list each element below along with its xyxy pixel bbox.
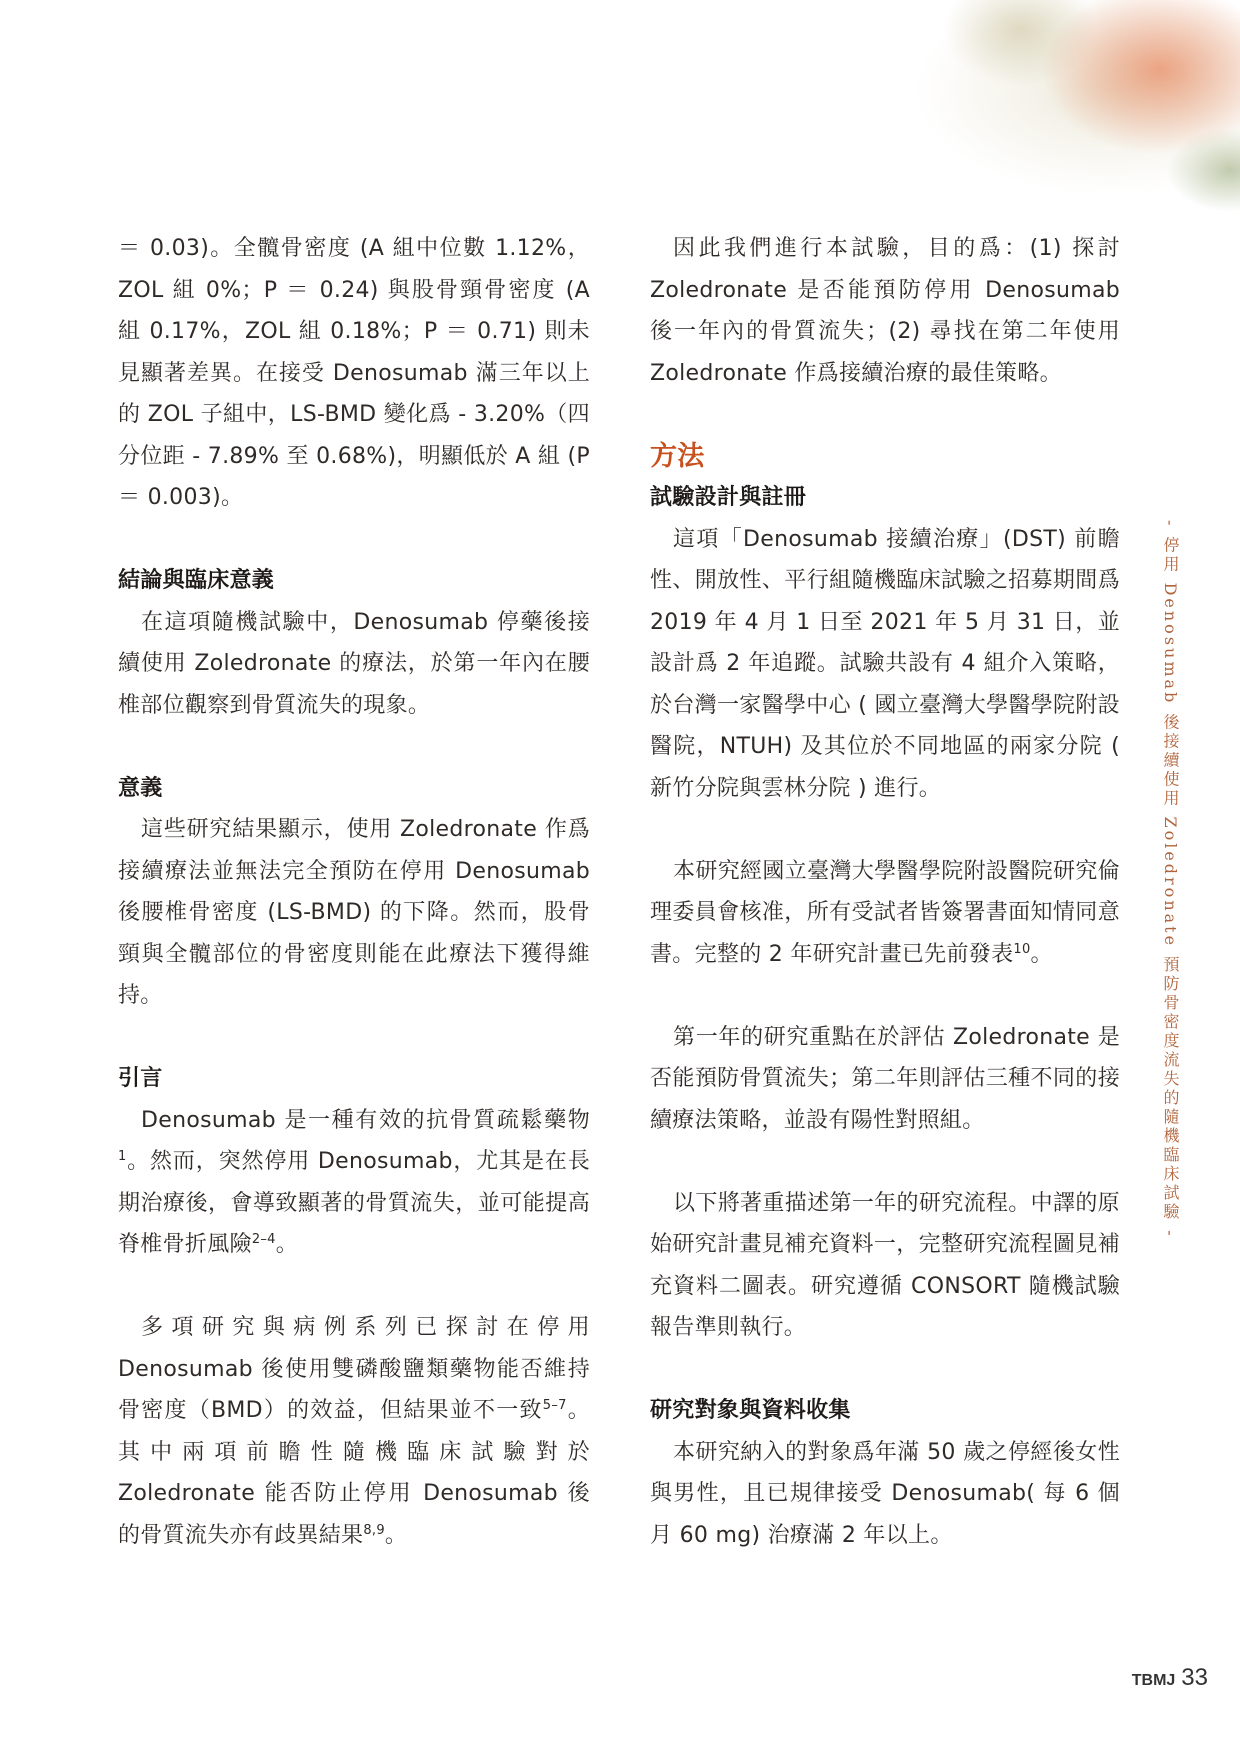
introduction-heading: 引言 bbox=[118, 1066, 163, 1091]
right-column bbox=[650, 228, 1120, 1556]
aims-paragraph: 因此我們進行本試驗，目的爲：(1) 探討 Zoledronate 是否能預防停用 Denosumab 後一年內的骨質流失；(2) 尋找在第二年使用 Zoledronate 作爲接續治療的最佳策略。 bbox=[650, 236, 1120, 386]
subjects-paragraph: 本研究納入的對象爲年滿 50 歲之停經後女性與男性，且已規律接受 Denosumab( 每 6 個月 60 mg) 治療滿 2 年以上。 bbox=[650, 1439, 1120, 1548]
first-year-paragraph: 第一年的研究重點在於評估 Zoledronate 是否能預防骨質流失；第二年則評估三種不同的接續療法策略，並設有陽性對照組。 bbox=[650, 1024, 1120, 1133]
introduction-paragraph: Denosumab 是一種有效的抗骨質疏鬆藥物$^1$。然而，突然停用 Denosumab，尤其是在長期治療後，會導致顯著的骨質流失，並可能提高脊椎骨折風險$^{2-4}$。 bbox=[118, 1107, 590, 1257]
results-continued-paragraph: ＝ 0.03)。全髖骨密度 (A 組中位數 1.12%，ZOL 組 0%；P ＝ 0.24) 與股骨頸骨密度 (A 組 0.17%，ZOL 組 0.18%；P ＝ 0.71) 則未見顯著差異。在接受 Denosumab 滿三年以上的 ZOL 子組中，LS-BMD 變化爲 - 3.20%（四分位距 - 7.89% 至 0.68%)，明顯低於 A 組 (P ＝ 0.003)。 bbox=[118, 236, 590, 510]
running-title: - 停用 Denosumab 後接續使用 Zoledronate 預防骨密度流失的隨機臨床試驗 - bbox=[1161, 520, 1180, 1239]
design-paragraph: 這項「Denosumab 接續治療」(DST) 前瞻性、開放性、平行組隨機臨床試驗之招募期間爲 2019 年 4 月 1 日至 2021 年 5 月 31 日，並設計爲 2 年追蹤。試驗共設有 4 組介入策略，於台灣一家醫學中心 ( 國立臺灣大學醫學院附設醫院，NTUH) 及其位於不同地區的兩家分院 ( 新竹分院與雲林分院 ) 進行。 bbox=[650, 526, 1120, 801]
design-heading: 試驗設計與註冊 bbox=[650, 485, 807, 510]
decorative-flower-image bbox=[640, 0, 1240, 230]
meaning-heading: 意義 bbox=[118, 775, 163, 801]
citation-10: 10 bbox=[1013, 941, 1031, 957]
citation-2-4: 2–4 bbox=[251, 1232, 276, 1247]
left-column bbox=[118, 228, 590, 1556]
journal-name: TBMJ bbox=[1131, 1672, 1176, 1689]
ethics-paragraph: 本研究經國立臺灣大學醫學院附設醫院研究倫理委員會核准，所有受試者皆簽署書面知情同意書。完整的 2 年研究計畫已先前發表$^{10}$。 bbox=[650, 858, 1120, 967]
page-footer bbox=[1132, 1664, 1208, 1692]
citation-8-9: 8,9 bbox=[363, 1522, 385, 1538]
meaning-paragraph: 這些研究結果顯示，使用 Zoledronate 作爲接續療法並無法完全預防在停用 Denosumab 後腰椎骨密度 (LS-BMD) 的下降。然而，股骨頸與全髖部位的骨密度則能在此療法下獲得維持。 bbox=[118, 817, 590, 1008]
study-flow-paragraph: 以下將著重描述第一年的研究流程。中譯的原始研究計畫見補充資料一，完整研究流程圖見補充資料二圖表。研究遵循 CONSORT 隨機試驗報告準則執行。 bbox=[650, 1190, 1120, 1340]
methods-heading: 方法 bbox=[650, 440, 705, 472]
prior-studies-paragraph: 多項研究與病例系列已探討在停用 Denosumab 後使用雙磷酸鹽類藥物能否維持骨密度（BMD）的效益，但結果並不一致$^{5-7}$。其中兩項前瞻性隨機臨床試驗對於 Zoledronate 能否防止停用 Denosumab 後的骨質流失亦有歧異結果$^{8,9}$。 bbox=[118, 1315, 590, 1548]
conclusion-paragraph: 在這項隨機試驗中，Denosumab 停藥後接續使用 Zoledronate 的療法，於第一年內在腰椎部位觀察到骨質流失的現象。 bbox=[118, 609, 590, 718]
citation-5-7: 5–7 bbox=[542, 1398, 567, 1413]
page-number: 33 bbox=[1181, 1664, 1208, 1691]
citation-1: 1 bbox=[118, 1149, 127, 1164]
conclusion-heading: 結論與臨床意義 bbox=[118, 568, 275, 593]
subjects-heading: 研究對象與資料收集 bbox=[650, 1398, 851, 1423]
